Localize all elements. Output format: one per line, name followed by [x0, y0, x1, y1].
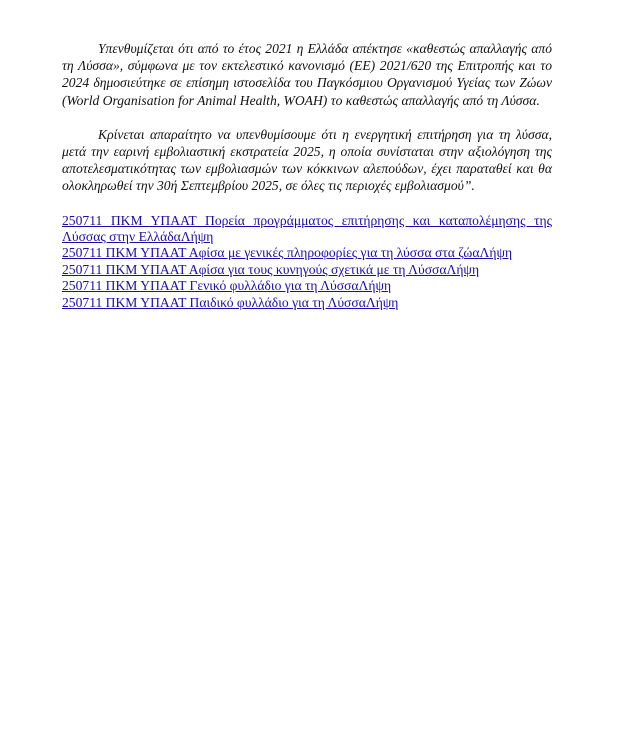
list-item — [62, 262, 552, 278]
list-item — [62, 213, 552, 246]
list-item — [62, 278, 552, 294]
download-links-list — [62, 213, 552, 311]
link-hunters-poster[interactable]: 250711 ΠΚΜ ΥΠΑΑΤ Αφίσα για τους κυνηγούς σχετικά με τη ΛύσσαΛήψη — [62, 261, 480, 277]
link-program-progress[interactable]: 250711 ΠΚΜ ΥΠΑΑΤ Πορεία προγράμματος επιτήρησης και καταπολέμησης της Λύσσας στην ΕλλάδαΛήψη — [62, 212, 552, 245]
link-general-leaflet[interactable]: 250711 ΠΚΜ ΥΠΑΑΤ Γενικό φυλλάδιο για τη ΛύσσαΛήψη — [62, 278, 392, 294]
paragraph-surveillance-extension: Κρίνεται απαραίτητο να υπενθυμίσουμε ότι η ενεργητική επιτήρηση για τη λύσσα, μετά την εαρινή εμβολιαστική εκστρατεία 2025, η οποία συνίσταται στην αξιολόγηση της αποτελεσματικότητας των εμβολιασμών των κόκκινων αλεπούδων, έχει παραταθεί και θα ολοκληρωθεί την 30ή Σεπτεμβρίου 2025, σε όλες τις περιοχές εμβολιασμού”. — [62, 126, 552, 194]
link-general-poster[interactable]: 250711 ΠΚΜ ΥΠΑΑΤ Αφίσα με γενικές πληροφορίες για τη λύσσα στα ζώαΛήψη — [62, 245, 513, 261]
list-item — [62, 295, 552, 311]
list-item — [62, 245, 552, 261]
link-children-leaflet[interactable]: 250711 ΠΚΜ ΥΠΑΑΤ Παιδικό φυλλάδιο για τη ΛύσσαΛήψη — [62, 294, 399, 310]
document-page — [62, 40, 552, 311]
paragraph-rabies-free-status: Υπενθυμίζεται ότι από το έτος 2021 η Ελλάδα απέκτησε «καθεστώς απαλλαγής από τη Λύσσα», σύμφωνα με τον εκτελεστικό κανονισμό (ΕΕ) 2021/620 της Επιτροπής και το 2024 δημοσιεύτηκε σε επίσημη ιστοσελίδα του Παγκόσμιου Οργανισμού Υγείας των Ζώων (World Organisation for Animal Health, WOAH) το καθεστώς απαλλαγής από τη Λύσσα. — [62, 41, 552, 108]
